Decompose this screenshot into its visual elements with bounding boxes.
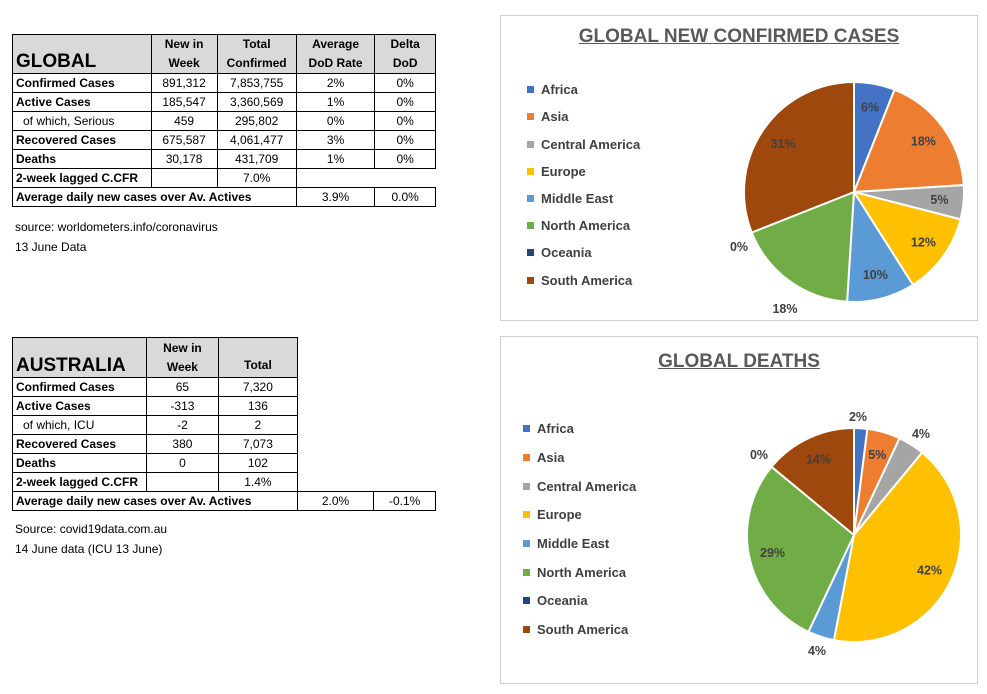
pie-data-label: 18% [910, 134, 936, 149]
header-line: Week [166, 359, 198, 374]
cell-empty [297, 435, 374, 454]
cell-empty [146, 473, 218, 492]
cell: 0% [375, 112, 436, 131]
legend-label: Europe [541, 164, 586, 179]
pie-data-label: 6% [861, 100, 880, 115]
row-label: Active Cases [13, 93, 152, 112]
cell: 3.9% [296, 188, 375, 207]
cell: 0% [375, 74, 436, 93]
table-row [13, 397, 436, 416]
australia-header-new [146, 338, 218, 378]
cases-pie [501, 16, 979, 322]
chart-title: GLOBAL DEATHS [658, 351, 820, 372]
cell: 2% [296, 74, 375, 93]
row-label: Deaths [13, 150, 152, 169]
cell: 0.0% [375, 188, 436, 207]
cell: 7,320 [219, 378, 298, 397]
deaths-pie [501, 337, 979, 685]
cell: 1% [296, 150, 375, 169]
cell-empty [297, 397, 374, 416]
global-source: source: worldometers.info/coronavirus [15, 220, 218, 234]
pie-data-label: 12% [910, 235, 936, 250]
legend-label: North America [541, 218, 631, 233]
cell: 0 [146, 454, 218, 473]
table-row [13, 93, 436, 112]
cell: 675,587 [151, 131, 217, 150]
row-label: Deaths [13, 454, 147, 473]
table-row [13, 169, 436, 188]
legend-label: Central America [537, 479, 637, 494]
global-header-total [217, 35, 296, 74]
legend-label: Oceania [541, 245, 592, 260]
cases-chart [500, 15, 978, 321]
australia-table [12, 337, 436, 511]
header-line: Average [312, 37, 360, 51]
pie-data-label: 42% [917, 563, 943, 578]
cell: 7.0% [217, 169, 296, 188]
cell: 3,360,569 [217, 93, 296, 112]
table-row [13, 188, 436, 207]
cell: 7,853,755 [217, 74, 296, 93]
header-line: DoD Rate [308, 56, 363, 70]
table-row [13, 378, 436, 397]
cell: 4,061,477 [217, 131, 296, 150]
cell-empty [374, 338, 436, 378]
pie-data-label: 5% [868, 447, 887, 462]
cell: 1% [296, 93, 375, 112]
global-date: 13 June Data [15, 240, 87, 254]
australia-header-total [219, 338, 298, 378]
pie-data-label: 5% [930, 193, 949, 208]
header-line: New in [163, 340, 202, 355]
cell: 7,073 [219, 435, 298, 454]
table-row [13, 492, 436, 511]
global-header-delta [375, 35, 436, 74]
table-row [13, 131, 436, 150]
cell: 65 [146, 378, 218, 397]
legend-label: Middle East [537, 536, 610, 551]
legend-label: Asia [541, 109, 569, 124]
row-label: Recovered Cases [13, 131, 152, 150]
header-line: Total [244, 358, 272, 372]
row-label: of which, Serious [13, 112, 152, 131]
global-header-row [13, 35, 436, 74]
pie-data-label: 18% [772, 302, 798, 316]
cell-empty [296, 169, 375, 188]
pie-data-label: 4% [807, 644, 827, 658]
global-table [12, 34, 436, 207]
legend-label: Oceania [537, 593, 588, 608]
header-line: Confirmed [226, 56, 287, 70]
australia-title: AUSTRALIA [13, 338, 147, 378]
australia-header-row [13, 338, 436, 378]
australia-date: 14 June data (ICU 13 June) [15, 542, 163, 556]
cell: -313 [146, 397, 218, 416]
table-row [13, 150, 436, 169]
cell: 3% [296, 131, 375, 150]
legend-label: Africa [541, 82, 578, 97]
table-row [13, 416, 436, 435]
cell-empty [297, 473, 374, 492]
row-label: 2-week lagged C.CFR [13, 473, 147, 492]
deaths-chart [500, 336, 978, 684]
cell: 431,709 [217, 150, 296, 169]
cell: 1.4% [219, 473, 298, 492]
cell: -2 [146, 416, 218, 435]
cell-empty [297, 378, 374, 397]
cell: 136 [219, 397, 298, 416]
cell-empty [374, 473, 436, 492]
cell: 380 [146, 435, 218, 454]
legend-label: South America [541, 273, 633, 288]
table-row [13, 473, 436, 492]
header-line: Delta [390, 37, 420, 51]
row-label: Average daily new cases over Av. Actives [13, 492, 298, 511]
table-row [13, 74, 436, 93]
table-row [13, 454, 436, 473]
cell-empty [297, 416, 374, 435]
header-line: New in [164, 37, 204, 51]
table-row [13, 435, 436, 454]
pie-data-label: 10% [862, 268, 888, 283]
global-header-new [151, 35, 217, 74]
cell-empty [374, 397, 436, 416]
cell-empty [374, 378, 436, 397]
legend-label: North America [537, 565, 627, 580]
pie-data-label: 4% [911, 427, 931, 441]
legend-label: Asia [537, 450, 565, 465]
pie-data-label: 0% [749, 448, 769, 462]
row-label: Confirmed Cases [13, 74, 152, 93]
cell-empty [151, 169, 217, 188]
legend-label: Europe [537, 507, 582, 522]
cell-empty [375, 169, 436, 188]
cell: 459 [151, 112, 217, 131]
cell: -0.1% [374, 492, 436, 511]
row-label: Average daily new cases over Av. Actives [13, 188, 297, 207]
chart-title: GLOBAL NEW CONFIRMED CASES [578, 26, 900, 47]
legend-label: Middle East [541, 191, 614, 206]
cell-empty [374, 416, 436, 435]
cell-empty [297, 454, 374, 473]
cell: 0% [296, 112, 375, 131]
cell: 30,178 [151, 150, 217, 169]
row-label: Recovered Cases [13, 435, 147, 454]
cell: 185,547 [151, 93, 217, 112]
row-label: 2-week lagged C.CFR [13, 169, 152, 188]
pie-data-label: 0% [729, 240, 749, 254]
cell: 0% [375, 150, 436, 169]
row-label: Active Cases [13, 397, 147, 416]
cell: 2 [219, 416, 298, 435]
cell: 891,312 [151, 74, 217, 93]
cell: 0% [375, 93, 436, 112]
pie-data-label: 29% [760, 546, 786, 561]
legend-label: Africa [537, 421, 574, 436]
legend-label: Central America [541, 137, 641, 152]
pie-data-label: 2% [848, 410, 868, 424]
cell-empty [297, 338, 374, 378]
pie-data-label: 31% [770, 136, 796, 151]
australia-source: Source: covid19data.com.au [15, 522, 168, 536]
global-title: GLOBAL [13, 35, 152, 74]
table-row [13, 112, 436, 131]
header-line: Week [168, 56, 200, 70]
header-line: Total [242, 37, 271, 51]
cell: 295,802 [217, 112, 296, 131]
cell-empty [374, 435, 436, 454]
cell: 102 [219, 454, 298, 473]
header-line: DoD [392, 56, 418, 70]
row-label: of which, ICU [13, 416, 147, 435]
cell: 2.0% [297, 492, 374, 511]
legend-label: South America [537, 622, 629, 637]
row-label: Confirmed Cases [13, 378, 147, 397]
cell: 0% [375, 131, 436, 150]
global-header-avg [296, 35, 375, 74]
pie-data-label: 14% [805, 452, 831, 467]
cell-empty [374, 454, 436, 473]
